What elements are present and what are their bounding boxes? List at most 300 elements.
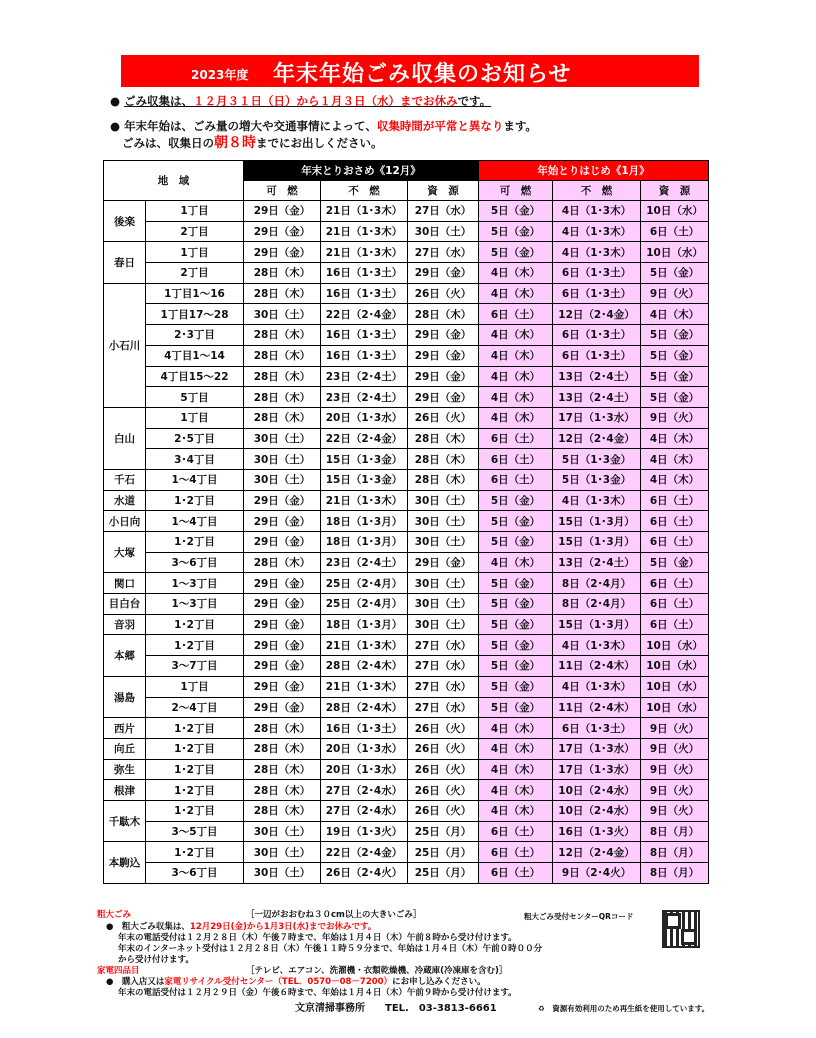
area-name: 西片: [104, 718, 146, 739]
table-row: [104, 449, 709, 470]
jan-date-cell: 6日（土）: [641, 490, 709, 511]
block-name: 1丁目: [146, 676, 244, 697]
table-row: [104, 738, 709, 759]
dec-date-cell: 29日（金）: [244, 490, 321, 511]
dec-date-cell: 28日（木）: [408, 428, 479, 449]
dec-date-cell: 25日（月）: [408, 842, 479, 863]
jan-date-cell: 9日（火）: [641, 718, 709, 739]
table-row: [104, 428, 709, 449]
dec-date-cell: 28日（2･4木）: [321, 656, 408, 677]
dec-date-cell: 28日（木）: [244, 738, 321, 759]
dec-date-cell: 22日（2･4金）: [321, 304, 408, 325]
dec-date-cell: 21日（1･3木）: [321, 635, 408, 656]
block-name: 1丁目1～16: [146, 283, 244, 304]
jan-date-cell: 12日（2･4金）: [553, 304, 641, 325]
table-row: [104, 407, 709, 428]
area-header: 地 域: [104, 161, 244, 201]
jan-date-cell: 5日（金）: [479, 676, 553, 697]
table-row: [104, 490, 709, 511]
block-name: 1～4丁目: [146, 469, 244, 490]
dec-date-cell: 19日（1･3火）: [321, 821, 408, 842]
bulky-waste-description: ［一辺がおおむね３０cm以上の大きいごみ］: [246, 910, 422, 920]
jan-date-cell: 6日（土）: [641, 594, 709, 615]
appliance-center: 家電リサイクル受付センター（TEL．0570－08－7200）: [164, 977, 393, 987]
jan-date-cell: 5日（金）: [479, 635, 553, 656]
fiscal-year: 2023年度: [191, 68, 249, 82]
qr-code-icon[interactable]: [662, 910, 700, 948]
area-name: 関口: [104, 573, 146, 594]
jan-date-cell: 5日（金）: [479, 614, 553, 635]
dec-date-cell: 16日（1･3土）: [321, 263, 408, 284]
jan-date-cell: 6日（土）: [641, 221, 709, 242]
jan-date-cell: 8日（2･4月）: [553, 594, 641, 615]
notice-deadline: 朝８時: [214, 135, 256, 151]
jan-date-cell: 10日（水）: [641, 676, 709, 697]
footer-text: 年末の電話受付は１２月２９日（金）午後６時まで、年始は１月４日（木）午前９時から受け付けます。: [118, 988, 517, 998]
dec-date-cell: 30日（土）: [408, 594, 479, 615]
dec-date-cell: 21日（1･3木）: [321, 201, 408, 222]
dec-date-cell: 28日（木）: [244, 387, 321, 408]
jan-date-cell: 17日（1･3水）: [553, 759, 641, 780]
dec-date-cell: 28日（木）: [244, 552, 321, 573]
jan-date-cell: 9日（火）: [641, 283, 709, 304]
table-row: [104, 366, 709, 387]
dec-date-cell: 26日（火）: [408, 759, 479, 780]
jan-date-cell: 15日（1･3月）: [553, 614, 641, 635]
jan-date-cell: 10日（水）: [641, 242, 709, 263]
block-name: 1･2丁目: [146, 842, 244, 863]
jan-date-cell: 10日（水）: [641, 201, 709, 222]
jan-date-cell: 13日（2･4土）: [553, 552, 641, 573]
jan-date-cell: 5日（金）: [479, 532, 553, 553]
dec-date-cell: 28日（木）: [244, 263, 321, 284]
block-name: 3～5丁目: [146, 821, 244, 842]
jan-date-cell: 4日（1･3木）: [553, 676, 641, 697]
block-name: 3～7丁目: [146, 656, 244, 677]
area-name: 春日: [104, 242, 146, 283]
dec-date-cell: 29日（金）: [244, 676, 321, 697]
jan-date-cell: 10日（2･4水）: [553, 800, 641, 821]
notice-holiday-period: １２月３１日（日）から１月３日（水）までお休み: [193, 94, 458, 108]
jan-date-cell: 6日（1･3土）: [553, 263, 641, 284]
dec-date-cell: 23日（2･4土）: [321, 387, 408, 408]
footer-text: ● 購入店又は: [106, 977, 165, 987]
jan-header: 年始とりはじめ《1月》: [479, 161, 709, 181]
dec-date-cell: 20日（1･3水）: [321, 738, 408, 759]
dec-date-cell: 26日（火）: [408, 738, 479, 759]
area-name: 本駒込: [104, 842, 146, 883]
dec-date-cell: 20日（1･3水）: [321, 407, 408, 428]
block-name: 1～3丁目: [146, 594, 244, 615]
table-row: [104, 511, 709, 532]
jan-date-cell: 9日（火）: [641, 800, 709, 821]
jan-date-cell: 5日（金）: [479, 697, 553, 718]
bullet: ●: [110, 94, 121, 108]
dec-date-cell: 29日（金）: [244, 656, 321, 677]
block-name: 5丁目: [146, 387, 244, 408]
jan-date-cell: 13日（2･4土）: [553, 366, 641, 387]
dec-date-cell: 30日（土）: [244, 863, 321, 884]
notice-holiday: [110, 93, 491, 110]
jan-date-cell: 4日（木）: [479, 759, 553, 780]
dec-date-cell: 29日（金）: [408, 345, 479, 366]
dec-date-cell: 29日（金）: [408, 325, 479, 346]
jan-date-cell: 5日（1･3金）: [553, 449, 641, 470]
jan-date-cell: 9日（火）: [641, 407, 709, 428]
area-name: 目白台: [104, 594, 146, 615]
dec-date-cell: 28日（木）: [244, 345, 321, 366]
area-name: 千駄木: [104, 800, 146, 841]
dec-date-cell: 16日（1･3土）: [321, 325, 408, 346]
dec-date-cell: 30日（土）: [244, 842, 321, 863]
dec-date-cell: 30日（土）: [408, 573, 479, 594]
jan-date-cell: 10日（水）: [641, 656, 709, 677]
dec-date-cell: 28日（木）: [408, 449, 479, 470]
dec-date-cell: 28日（木）: [244, 366, 321, 387]
dec-date-cell: 22日（2･4金）: [321, 428, 408, 449]
jan-date-cell: 4日（1･3木）: [553, 490, 641, 511]
jan-date-cell: 6日（土）: [641, 614, 709, 635]
table-row: [104, 201, 709, 222]
jan-date-cell: 6日（土）: [479, 449, 553, 470]
jan-date-cell: 6日（土）: [479, 842, 553, 863]
area-name: 根津: [104, 780, 146, 801]
jan-date-cell: 8日（月）: [641, 821, 709, 842]
jan-date-cell: 4日（木）: [641, 449, 709, 470]
dec-date-cell: 27日（水）: [408, 697, 479, 718]
dec-date-cell: 26日（火）: [408, 800, 479, 821]
dec-date-cell: 15日（1･3金）: [321, 469, 408, 490]
jan-date-cell: 5日（金）: [641, 263, 709, 284]
dec-date-cell: 29日（金）: [244, 573, 321, 594]
dec-date-cell: 20日（1･3水）: [321, 759, 408, 780]
block-name: 1･2丁目: [146, 738, 244, 759]
block-name: 1～3丁目: [146, 573, 244, 594]
notice-text: ごみ収集は、: [124, 94, 194, 108]
jan-date-cell: 4日（木）: [479, 552, 553, 573]
area-name: 水道: [104, 490, 146, 511]
block-name: 1･2丁目: [146, 718, 244, 739]
block-name: 2～4丁目: [146, 697, 244, 718]
block-name: 1･2丁目: [146, 780, 244, 801]
dec-date-cell: 15日（1･3金）: [321, 449, 408, 470]
block-name: 1･2丁目: [146, 614, 244, 635]
bulky-waste-title: 粗大ごみ: [97, 910, 132, 920]
col-resources: 資 源: [408, 181, 479, 201]
dec-date-cell: 28日（2･4木）: [321, 697, 408, 718]
area-name: 小日向: [104, 511, 146, 532]
area-name: 湯島: [104, 676, 146, 717]
block-name: 2丁目: [146, 263, 244, 284]
table-row: [104, 242, 709, 263]
dec-header: 年末とりおさめ《12月》: [244, 161, 479, 181]
jan-date-cell: 6日（土）: [641, 511, 709, 532]
block-name: 3･4丁目: [146, 449, 244, 470]
area-name: 小石川: [104, 283, 146, 407]
dec-date-cell: 27日（水）: [408, 635, 479, 656]
appliance-info: [106, 977, 517, 999]
jan-date-cell: 8日（2･4月）: [553, 573, 641, 594]
table-row: [104, 676, 709, 697]
table-row: [104, 552, 709, 573]
dec-date-cell: 29日（金）: [244, 221, 321, 242]
dec-date-cell: 28日（木）: [244, 759, 321, 780]
table-row: [104, 469, 709, 490]
jan-date-cell: 8日（月）: [641, 842, 709, 863]
jan-date-cell: 6日（土）: [479, 863, 553, 884]
jan-date-cell: 13日（2･4土）: [553, 387, 641, 408]
jan-date-cell: 4日（木）: [479, 800, 553, 821]
block-name: 1丁目: [146, 201, 244, 222]
dec-date-cell: 29日（金）: [244, 614, 321, 635]
dec-date-cell: 18日（1･3月）: [321, 614, 408, 635]
col-nonburnable: 不 燃: [553, 181, 641, 201]
dec-date-cell: 22日（2･4金）: [321, 842, 408, 863]
jan-date-cell: 17日（1･3水）: [553, 407, 641, 428]
area-name: 大塚: [104, 532, 146, 573]
block-name: 1･2丁目: [146, 759, 244, 780]
jan-date-cell: 12日（2･4金）: [553, 842, 641, 863]
footer-text: 年末の電話受付は１２月２８日（木）午後７時まで、年始は１月４日（木）午前８時から受け付けます。: [118, 933, 517, 943]
jan-date-cell: 4日（木）: [641, 469, 709, 490]
jan-date-cell: 4日（木）: [479, 387, 553, 408]
dec-date-cell: 29日（金）: [244, 511, 321, 532]
jan-date-cell: 5日（金）: [479, 201, 553, 222]
area-name: 音羽: [104, 614, 146, 635]
notice-time-warning: 収集時間が平常と異なり: [376, 119, 504, 133]
jan-date-cell: 10日（水）: [641, 697, 709, 718]
jan-date-cell: 12日（2･4金）: [553, 428, 641, 449]
jan-date-cell: 5日（金）: [479, 511, 553, 532]
col-resources: 資 源: [641, 181, 709, 201]
area-name: 白山: [104, 407, 146, 469]
notice-text: ごみは、収集日の: [122, 136, 214, 150]
jan-date-cell: 5日（金）: [641, 366, 709, 387]
table-row: [104, 800, 709, 821]
jan-date-cell: 5日（金）: [641, 345, 709, 366]
area-name: 本郷: [104, 635, 146, 676]
jan-date-cell: 4日（木）: [479, 366, 553, 387]
dec-date-cell: 30日（土）: [244, 821, 321, 842]
footer-text: にお申し込みください。: [392, 977, 486, 987]
notice-holiday-text: [124, 94, 491, 108]
dec-date-cell: 27日（水）: [408, 242, 479, 263]
jan-date-cell: 17日（1･3水）: [553, 738, 641, 759]
area-name: 後楽: [104, 201, 146, 242]
table-row: [104, 325, 709, 346]
jan-date-cell: 6日（土）: [479, 428, 553, 449]
table-row: [104, 863, 709, 884]
block-name: 1丁目: [146, 242, 244, 263]
footer-text: から受け付けます。: [118, 955, 194, 965]
dec-date-cell: 21日（1･3木）: [321, 242, 408, 263]
jan-date-cell: 9日（2･4火）: [553, 863, 641, 884]
bulky-waste-holiday: 12月29日(金)から1月3日(水)までお休みです。: [189, 922, 377, 932]
block-name: 1･2丁目: [146, 532, 244, 553]
table-row: [104, 263, 709, 284]
dec-date-cell: 30日（土）: [408, 490, 479, 511]
table-row: [104, 387, 709, 408]
dec-date-cell: 27日（水）: [408, 201, 479, 222]
jan-date-cell: 4日（木）: [479, 738, 553, 759]
jan-date-cell: 4日（木）: [479, 345, 553, 366]
jan-date-cell: 5日（金）: [641, 325, 709, 346]
jan-date-cell: 4日（木）: [641, 428, 709, 449]
dec-date-cell: 29日（金）: [244, 697, 321, 718]
block-name: 1･2丁目: [146, 635, 244, 656]
dec-date-cell: 30日（土）: [244, 428, 321, 449]
footer-text: ● 粗大ごみ収集は、: [106, 922, 190, 932]
jan-date-cell: 9日（火）: [641, 780, 709, 801]
jan-date-cell: 6日（1･3土）: [553, 718, 641, 739]
dec-date-cell: 30日（土）: [244, 304, 321, 325]
col-burnable: 可 燃: [479, 181, 553, 201]
area-name: 向丘: [104, 738, 146, 759]
dec-date-cell: 30日（土）: [244, 449, 321, 470]
dec-date-cell: 28日（木）: [244, 780, 321, 801]
table-row: [104, 221, 709, 242]
dec-date-cell: 21日（1･3木）: [321, 490, 408, 511]
jan-date-cell: 15日（1･3月）: [553, 511, 641, 532]
dec-date-cell: 28日（木）: [244, 325, 321, 346]
dec-date-cell: 27日（水）: [408, 676, 479, 697]
dec-date-cell: 29日（金）: [244, 201, 321, 222]
dec-date-cell: 28日（木）: [408, 304, 479, 325]
jan-date-cell: 5日（金）: [479, 242, 553, 263]
table-row: [104, 656, 709, 677]
page-title: 年末年始ごみ収集のお知らせ: [273, 62, 572, 87]
jan-date-cell: 9日（火）: [641, 759, 709, 780]
notice-time: [110, 118, 537, 152]
dec-date-cell: 30日（土）: [408, 614, 479, 635]
table-row: [104, 718, 709, 739]
block-name: 4丁目15～22: [146, 366, 244, 387]
dec-date-cell: 26日（火）: [408, 283, 479, 304]
jan-date-cell: 11日（2･4木）: [553, 697, 641, 718]
jan-date-cell: 4日（木）: [641, 304, 709, 325]
dec-date-cell: 16日（1･3土）: [321, 283, 408, 304]
dec-date-cell: 29日（金）: [244, 242, 321, 263]
appliance-title: 家電四品目: [97, 966, 140, 976]
dec-date-cell: 26日（2･4火）: [321, 863, 408, 884]
area-name: 千石: [104, 469, 146, 490]
jan-date-cell: 5日（金）: [479, 490, 553, 511]
dec-date-cell: 26日（火）: [408, 718, 479, 739]
jan-date-cell: 10日（水）: [641, 635, 709, 656]
jan-date-cell: 5日（金）: [479, 221, 553, 242]
notice-text: 年末年始は、ごみ量の増大や交通事情によって、: [124, 119, 377, 133]
notice-text: です。: [457, 94, 492, 108]
dec-date-cell: 25日（2･4月）: [321, 573, 408, 594]
dec-date-cell: 29日（金）: [244, 635, 321, 656]
table-row: [104, 842, 709, 863]
dec-date-cell: 29日（金）: [244, 532, 321, 553]
block-name: 1･2丁目: [146, 800, 244, 821]
dec-date-cell: 29日（金）: [408, 387, 479, 408]
table-row: [104, 614, 709, 635]
block-name: 4丁目1～14: [146, 345, 244, 366]
col-burnable: 可 燃: [244, 181, 321, 201]
dec-date-cell: 25日（月）: [408, 821, 479, 842]
block-name: 1･2丁目: [146, 490, 244, 511]
jan-date-cell: 11日（2･4木）: [553, 656, 641, 677]
dec-date-cell: 26日（火）: [408, 780, 479, 801]
qr-label: 粗大ごみ受付センターQRコード: [524, 912, 634, 921]
dec-date-cell: 29日（金）: [244, 594, 321, 615]
table-row: [104, 345, 709, 366]
block-name: 1～4丁目: [146, 511, 244, 532]
dec-date-cell: 30日（土）: [408, 511, 479, 532]
title-banner: [121, 55, 699, 87]
notice-text: ます。: [503, 119, 537, 133]
recycled-paper-note: ♻ 資源有効利用のため再生紙を使用しています。: [538, 1004, 710, 1013]
bulky-waste-info: [106, 922, 542, 966]
jan-date-cell: 4日（木）: [479, 283, 553, 304]
table-row: [104, 283, 709, 304]
office-contact: 文京清掃事務所 TEL. 03-3813-6661: [295, 1003, 497, 1014]
bullet: ●: [110, 119, 121, 133]
table-row: [104, 594, 709, 615]
jan-date-cell: 5日（金）: [641, 387, 709, 408]
block-name: 3～6丁目: [146, 863, 244, 884]
table-row: [104, 304, 709, 325]
dec-date-cell: 28日（木）: [408, 469, 479, 490]
dec-date-cell: 30日（土）: [408, 532, 479, 553]
jan-date-cell: 4日（木）: [479, 263, 553, 284]
jan-date-cell: 4日（1･3木）: [553, 221, 641, 242]
appliance-description: ［テレビ、エアコン、洗濯機・衣類乾燥機、冷蔵庫(冷凍庫を含む)］: [246, 966, 508, 976]
footer-text: 年末のインターネット受付は１２月２８日（木）午後１１時５９分まで、年始は１月４日（木）午前０時００分: [118, 944, 543, 954]
dec-date-cell: 28日（木）: [244, 407, 321, 428]
jan-date-cell: 6日（土）: [479, 821, 553, 842]
dec-date-cell: 23日（2･4土）: [321, 552, 408, 573]
dec-date-cell: 18日（1･3月）: [321, 532, 408, 553]
jan-date-cell: 4日（木）: [479, 407, 553, 428]
dec-date-cell: 23日（2･4土）: [321, 366, 408, 387]
table-row: [104, 821, 709, 842]
dec-date-cell: 16日（1･3土）: [321, 345, 408, 366]
dec-date-cell: 25日（2･4月）: [321, 594, 408, 615]
table-row: [104, 697, 709, 718]
block-name: 1丁目: [146, 407, 244, 428]
block-name: 1丁目17～28: [146, 304, 244, 325]
col-nonburnable: 不 燃: [321, 181, 408, 201]
jan-date-cell: 4日（木）: [479, 718, 553, 739]
dec-date-cell: 28日（木）: [244, 800, 321, 821]
jan-date-cell: 6日（土）: [479, 304, 553, 325]
jan-date-cell: 4日（1･3木）: [553, 242, 641, 263]
jan-date-cell: 5日（金）: [479, 656, 553, 677]
dec-date-cell: 30日（土）: [244, 469, 321, 490]
block-name: 2･3丁目: [146, 325, 244, 346]
dec-date-cell: 26日（火）: [408, 407, 479, 428]
dec-date-cell: 25日（月）: [408, 863, 479, 884]
jan-date-cell: 6日（土）: [641, 532, 709, 553]
jan-date-cell: 6日（1･3土）: [553, 283, 641, 304]
dec-date-cell: 28日（木）: [244, 283, 321, 304]
table-row: [104, 759, 709, 780]
jan-date-cell: 6日（土）: [641, 573, 709, 594]
dec-date-cell: 28日（木）: [244, 718, 321, 739]
dec-date-cell: 30日（土）: [408, 221, 479, 242]
block-name: 2丁目: [146, 221, 244, 242]
jan-date-cell: 6日（土）: [479, 469, 553, 490]
jan-date-cell: 6日（1･3土）: [553, 345, 641, 366]
jan-date-cell: 4日（1･3木）: [553, 201, 641, 222]
jan-date-cell: 10日（2･4水）: [553, 780, 641, 801]
jan-date-cell: 5日（金）: [479, 594, 553, 615]
jan-date-cell: 5日（1･3金）: [553, 469, 641, 490]
